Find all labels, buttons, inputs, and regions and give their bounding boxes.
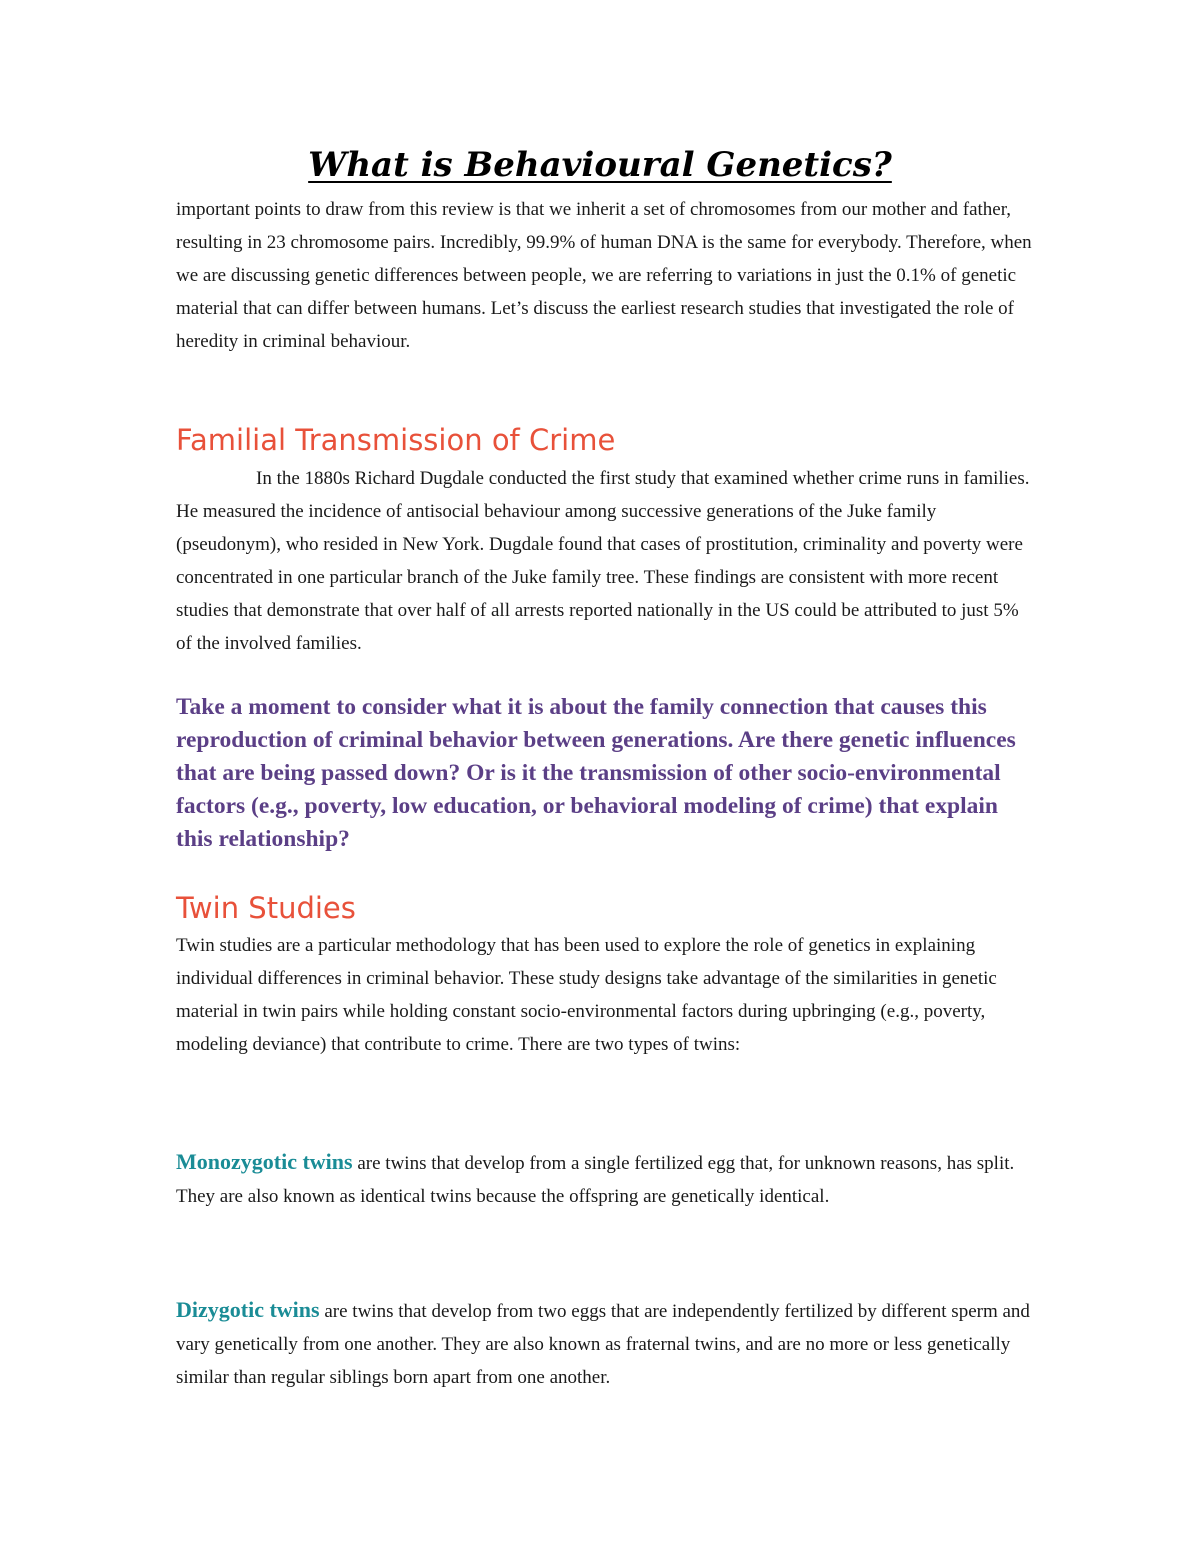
- intro-paragraph: important points to draw from this review is that we inherit a set of chromosomes from our mother and father, resulting in 23 chromosome pairs. Incredibly, 99.9% of human DNA is the same for everybody. Therefore, when we are discussing genetic differences between people, we are referring to variations in just the 0.1% of genetic material that can differ between humans. Let’s discuss the earliest research studies that investigated the role of heredity in criminal behaviour.: [176, 199, 1032, 352]
- familial-transmission-text: In the 1880s Richard Dugdale conducted the first study that examined whether crime runs in families. He measured the incidence of antisocial behaviour among successive generations of the Juke family (pseudonym), who resided in New York. Dugdale found that cases of prostitution, criminality and poverty were concentrated in one particular branch of the Juke family tree. These findings are consistent with more recent studies that demonstrate that over half of all arrests reported nationally in the US could be attributed to just 5% of the involved families.: [176, 468, 1030, 654]
- familial-transmission-paragraph: [176, 462, 1036, 660]
- section-heading-familial-transmission: Familial Transmission of Crime: [176, 423, 616, 457]
- definition-dizygotic-text: are twins that develop from two eggs that are independently fertilized by different sperm and vary genetically from one another. They are also known as fraternal twins, and are no more or less genetically similar than regular siblings born apart from one another.: [176, 1301, 1030, 1388]
- twin-studies-paragraph: Twin studies are a particular methodology that has been used to explore the role of genetics in explaining individual differences in criminal behavior. These study designs take advantage of the similarities in genetic material in twin pairs while holding constant socio-environmental factors during upbringing (e.g., poverty, modeling deviance) that contribute to crime. There are two types of twins:: [176, 935, 997, 1055]
- term-monozygotic-twins: Monozygotic twins: [176, 1149, 353, 1174]
- term-dizygotic-twins: Dizygotic twins: [176, 1297, 320, 1322]
- definition-dizygotic: [176, 1293, 1036, 1394]
- reflection-callout: Take a moment to consider what it is about the family connection that causes this reproduction of criminal behavior between generations. Are there genetic influences that are being passed down? Or is it the transmission of other socio-environmental factors (e.g., poverty, low education, or behavioral modeling of crime) that explain this relationship?: [176, 694, 1016, 852]
- definition-monozygotic: [176, 1145, 1036, 1213]
- page-title: What is Behavioural Genetics?: [308, 145, 892, 185]
- section-heading-twin-studies: Twin Studies: [176, 891, 356, 925]
- definition-monozygotic-text: are twins that develop from a single fertilized egg that, for unknown reasons, has split. They are also known as identical twins because the offspring are genetically identical.: [176, 1153, 1015, 1207]
